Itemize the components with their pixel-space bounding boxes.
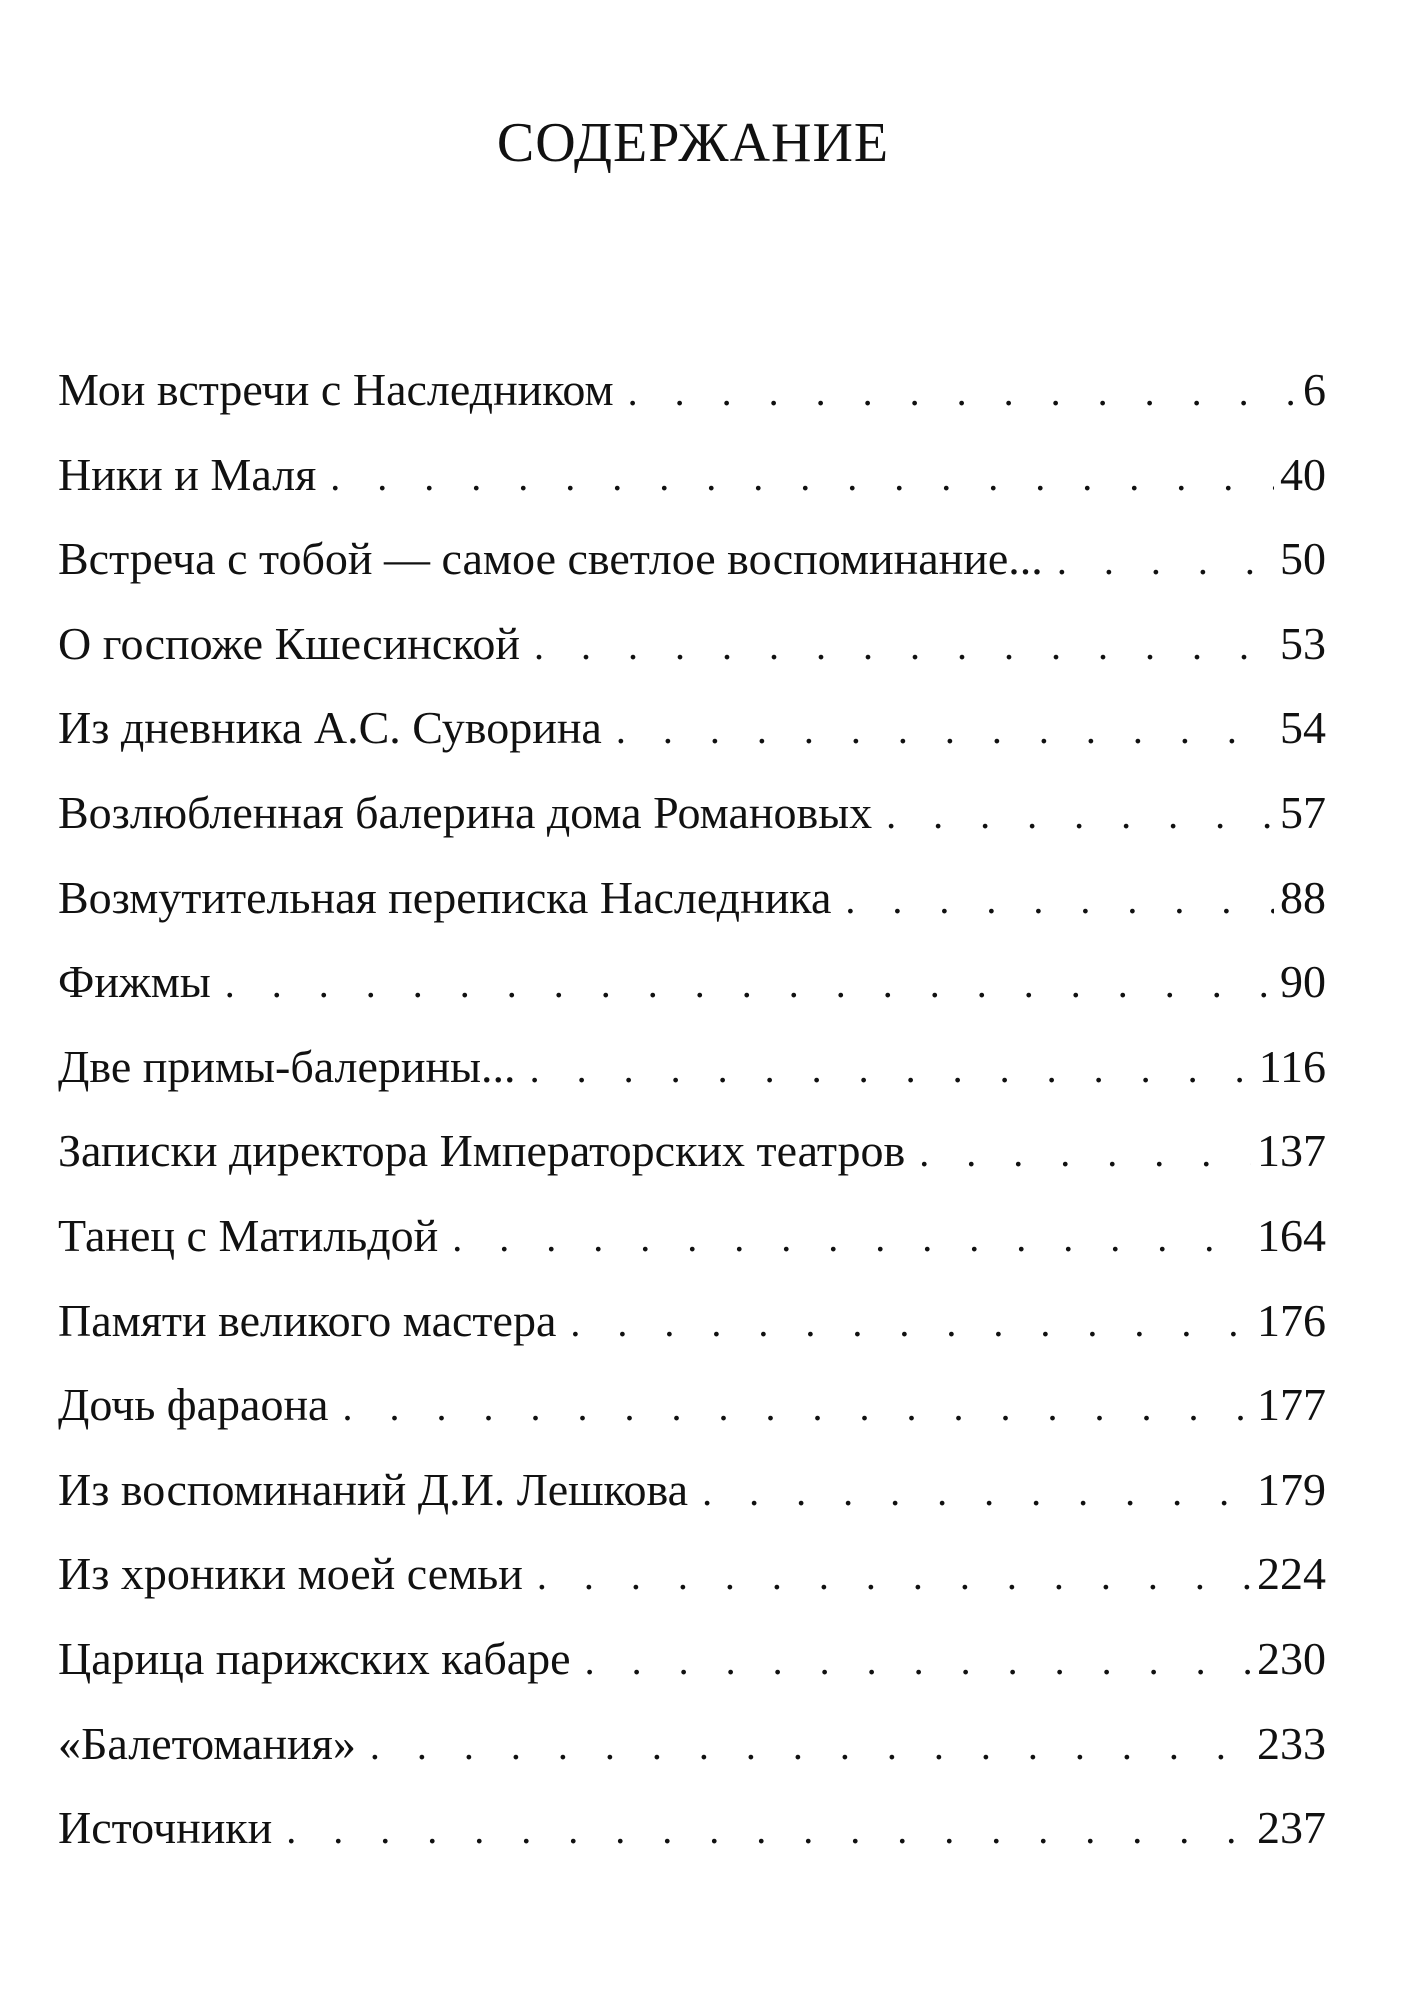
- dot-leader: [330, 435, 1274, 520]
- toc-entry: [58, 433, 1326, 518]
- dot-leader: [1057, 519, 1274, 604]
- toc-entry: [58, 348, 1326, 433]
- toc-entry-title: Из хроники моей семьи: [58, 1548, 523, 1600]
- toc-entry: [58, 1532, 1326, 1617]
- toc-entry-title: Ники и Маля: [58, 448, 317, 500]
- table-of-contents: [58, 348, 1326, 1871]
- toc-entry: [58, 686, 1326, 771]
- toc-entry-title: Танец с Матильдой: [58, 1209, 439, 1261]
- toc-entry-page: 233: [1257, 1717, 1326, 1769]
- toc-entry-page: 164: [1257, 1209, 1326, 1261]
- toc-entry: [58, 1617, 1326, 1702]
- toc-entry: [58, 771, 1326, 856]
- contents-heading: СОДЕРЖАНИЕ: [496, 112, 890, 174]
- toc-entry-page: 177: [1257, 1379, 1326, 1431]
- toc-entry-title: Записки директора Императорских театров: [58, 1125, 906, 1177]
- toc-entry-page: 179: [1257, 1463, 1326, 1515]
- dot-leader: [616, 688, 1274, 773]
- toc-entry-title: Источники: [58, 1802, 273, 1854]
- toc-entry-page: 54: [1280, 702, 1326, 754]
- dot-leader: [702, 1450, 1251, 1535]
- toc-entry-title: Из дневника А.С. Суворина: [58, 702, 602, 754]
- toc-entry: [58, 856, 1326, 941]
- toc-entry-title: Возмутительная переписка Наследника: [58, 871, 832, 923]
- toc-entry-title: Встреча с тобой — самое светлое воспоминание...: [58, 533, 1043, 585]
- toc-entry: [58, 1702, 1326, 1787]
- toc-entry-title: «Балетомания»: [58, 1717, 356, 1769]
- dot-leader: [845, 858, 1274, 943]
- toc-entry-page: 40: [1280, 448, 1326, 500]
- toc-entry-title: Памяти великого мастера: [58, 1294, 557, 1346]
- toc-entry-title: Фижмы: [58, 956, 211, 1008]
- dot-leader: [886, 773, 1274, 858]
- toc-entry-page: 230: [1257, 1632, 1326, 1684]
- dot-leader: [286, 1788, 1251, 1873]
- dot-leader: [530, 1027, 1253, 1112]
- toc-entry: [58, 1448, 1326, 1533]
- dot-leader: [370, 1704, 1251, 1789]
- toc-entry-page: 176: [1257, 1294, 1326, 1346]
- toc-entry-page: 50: [1280, 533, 1326, 585]
- toc-entry: [58, 1786, 1326, 1871]
- toc-entry-title: Царица парижских кабаре: [58, 1632, 571, 1684]
- toc-entry-page: 237: [1257, 1802, 1326, 1854]
- toc-entry-title: Дочь фараона: [58, 1379, 329, 1431]
- dot-leader: [225, 942, 1274, 1027]
- toc-entry-page: 137: [1257, 1125, 1326, 1177]
- toc-entry-page: 116: [1258, 1040, 1326, 1092]
- toc-entry: [58, 602, 1326, 687]
- dot-leader: [342, 1365, 1251, 1450]
- toc-entry: [58, 517, 1326, 602]
- dot-leader: [585, 1619, 1251, 1704]
- toc-entry-page: 224: [1257, 1548, 1326, 1600]
- dot-leader: [919, 1111, 1251, 1196]
- toc-entry: [58, 1279, 1326, 1364]
- toc-entry: [58, 1109, 1326, 1194]
- dot-leader: [537, 1534, 1251, 1619]
- toc-entry-page: 53: [1280, 617, 1326, 669]
- toc-entry: [58, 1025, 1326, 1110]
- toc-entry-page: 88: [1280, 871, 1326, 923]
- toc-entry-title: О госпоже Кшесинской: [58, 617, 520, 669]
- toc-entry-title: Две примы-балерины...: [58, 1040, 516, 1092]
- toc-entry-page: 6: [1303, 364, 1326, 415]
- toc-entry-title: Возлюбленная балерина дома Романовых: [58, 786, 873, 838]
- toc-entry-page: 57: [1280, 786, 1326, 838]
- toc-entry-title: Из воспоминаний Д.И. Лешкова: [58, 1463, 689, 1515]
- dot-leader: [534, 604, 1274, 689]
- toc-entry: [58, 940, 1326, 1025]
- dot-leader: [628, 350, 1297, 435]
- dot-leader: [452, 1196, 1251, 1281]
- toc-entry: [58, 1363, 1326, 1448]
- toc-entry-title: Мои встречи с Наследником: [58, 364, 614, 415]
- toc-entry-page: 90: [1280, 956, 1326, 1008]
- dot-leader: [570, 1281, 1251, 1366]
- toc-entry: [58, 1194, 1326, 1279]
